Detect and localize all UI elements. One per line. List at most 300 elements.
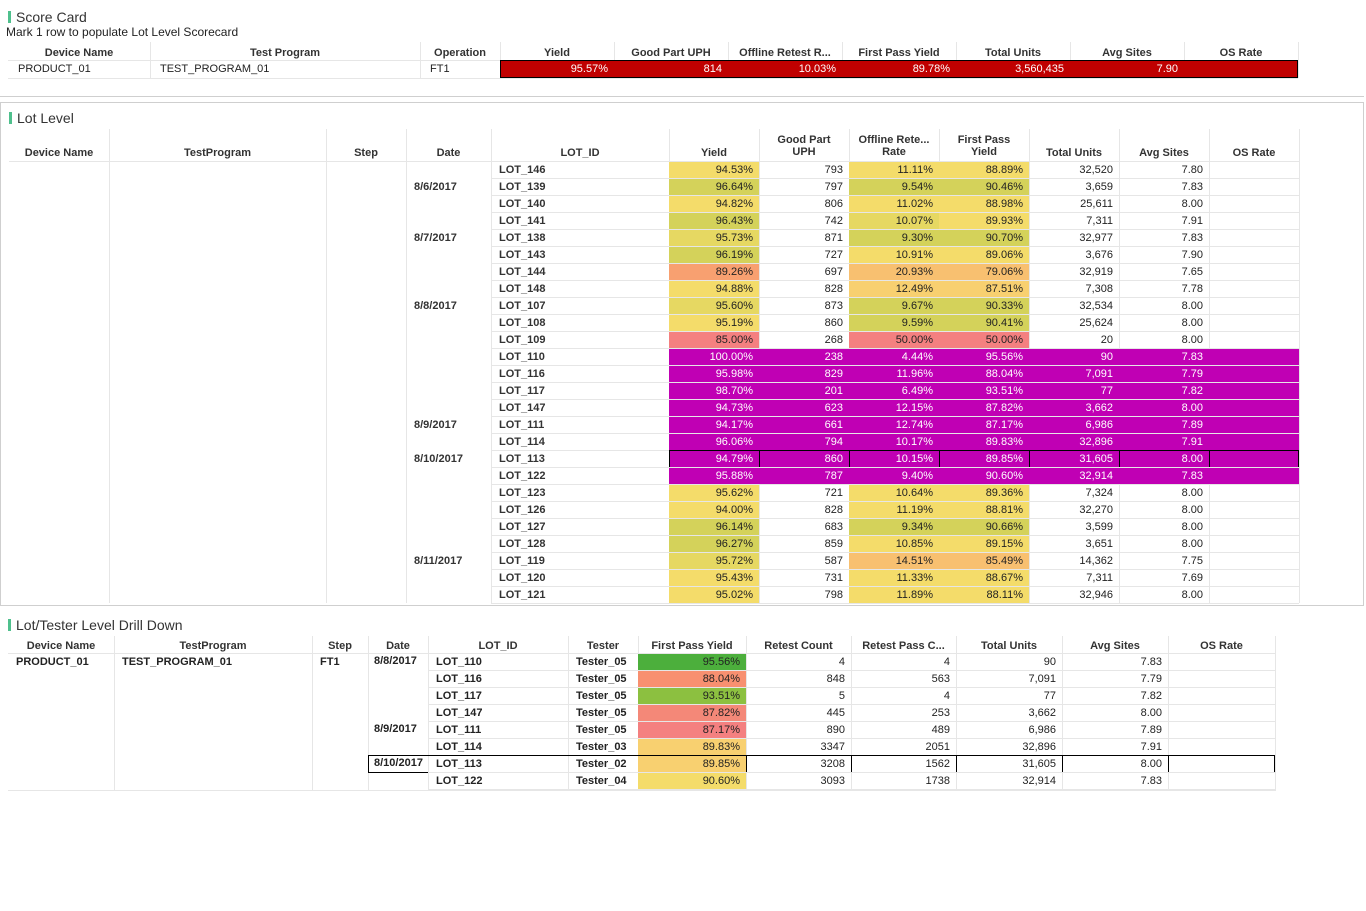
lot-sites-cell[interactable]: 8.00 bbox=[1181, 198, 1203, 210]
lot-uph-cell[interactable]: 860 bbox=[759, 451, 849, 467]
lotlevel-header-yield[interactable]: Yield bbox=[701, 147, 727, 159]
lot-uph-cell[interactable]: 731 bbox=[824, 572, 843, 584]
lot-sites-cell[interactable]: 7.89 bbox=[1119, 417, 1209, 433]
lot-yield-cell[interactable]: 95.43% bbox=[669, 570, 759, 586]
lot-os-rate-cell[interactable] bbox=[1209, 468, 1299, 484]
lot-id-cell[interactable]: LOT_119 bbox=[499, 555, 545, 567]
retest-count-cell[interactable]: 3093 bbox=[820, 775, 845, 787]
lot-sites-cell[interactable]: 8.00 bbox=[1181, 334, 1203, 346]
drill-header-device-name[interactable]: Device Name bbox=[26, 640, 96, 652]
lot-fpy-cell[interactable]: 88.98% bbox=[939, 196, 1029, 212]
lot-yield-cell[interactable]: 96.06% bbox=[669, 434, 759, 450]
avg-sites-cell[interactable]: 8.00 bbox=[1140, 758, 1162, 770]
lotlevel-header-os-rate[interactable]: OS Rate bbox=[1232, 147, 1276, 159]
lot-id-cell[interactable]: LOT_143 bbox=[499, 249, 546, 261]
lot-fpy-cell[interactable]: 88.89% bbox=[939, 162, 1029, 178]
tester-cell[interactable]: Tester_05 bbox=[576, 673, 627, 685]
avg-sites-cell[interactable]: 7.79 bbox=[1140, 673, 1162, 685]
lot-id-cell[interactable]: LOT_108 bbox=[499, 317, 546, 329]
lot-sites-cell[interactable]: 8.00 bbox=[1181, 317, 1203, 329]
lot-fpy-cell[interactable]: 88.11% bbox=[939, 587, 1029, 603]
lot-total-cell[interactable]: 32,977 bbox=[1079, 232, 1113, 244]
date-cell[interactable]: 8/9/2017 bbox=[414, 419, 457, 431]
lot-offline-cell[interactable]: 10.91% bbox=[849, 247, 939, 263]
lot-sites-cell[interactable]: 7.83 bbox=[1119, 349, 1209, 365]
lotlevel-header-avg-sites[interactable]: Avg Sites bbox=[1139, 147, 1189, 159]
lot-fpy-cell[interactable]: 90.46% bbox=[939, 179, 1029, 195]
fpy-cell[interactable]: 89.85% bbox=[638, 756, 746, 772]
lot-os-rate-cell[interactable] bbox=[1209, 383, 1299, 399]
avg-sites-cell[interactable]: 7.82 bbox=[1140, 690, 1162, 702]
lot-yield-cell[interactable]: 94.00% bbox=[669, 502, 759, 518]
lot-yield-cell[interactable]: 95.73% bbox=[669, 230, 759, 246]
tester-cell[interactable]: Tester_05 bbox=[576, 690, 627, 702]
lotlevel-header-lot-id[interactable]: LOT_ID bbox=[560, 147, 600, 159]
lot-fpy-cell[interactable]: 90.41% bbox=[939, 315, 1029, 331]
tester-cell[interactable]: Tester_05 bbox=[576, 707, 627, 719]
retest-pass-cell[interactable]: 2051 bbox=[925, 741, 950, 753]
scorecard-header-yield[interactable]: Yield bbox=[544, 47, 570, 59]
scorecard-header-good-part-uph[interactable]: Good Part UPH bbox=[631, 47, 711, 59]
lot-total-cell[interactable]: 3,676 bbox=[1085, 249, 1113, 261]
lot-sites-cell[interactable]: 8.00 bbox=[1119, 451, 1209, 467]
lot-sites-cell[interactable]: 8.00 bbox=[1181, 589, 1203, 601]
lot-sites-cell[interactable]: 7.69 bbox=[1181, 572, 1203, 584]
total-units-cell[interactable]: 3,662 bbox=[1028, 707, 1056, 719]
lot-fpy-cell[interactable]: 88.81% bbox=[939, 502, 1029, 518]
lot-fpy-cell[interactable]: 88.04% bbox=[939, 366, 1029, 382]
date-cell[interactable]: 8/10/2017 bbox=[414, 453, 463, 465]
date-cell[interactable]: 8/11/2017 bbox=[414, 555, 463, 567]
lot-fpy-cell[interactable]: 87.51% bbox=[939, 281, 1029, 297]
lot-sites-cell[interactable]: 7.83 bbox=[1181, 232, 1203, 244]
lot-fpy-cell[interactable]: 90.60% bbox=[939, 468, 1029, 484]
lot-uph-cell[interactable]: 806 bbox=[824, 198, 843, 210]
retest-count-cell[interactable]: 4 bbox=[838, 656, 845, 668]
lot-yield-cell[interactable]: 96.27% bbox=[669, 536, 759, 552]
retest-count-cell[interactable]: 3347 bbox=[820, 741, 845, 753]
scorecard-cell-total-units[interactable]: 3,560,435 bbox=[956, 61, 1070, 77]
lotlevel-header-test-program[interactable]: TestProgram bbox=[183, 147, 252, 159]
lot-uph-cell[interactable]: 587 bbox=[824, 555, 843, 567]
lot-total-cell[interactable]: 3,599 bbox=[1085, 521, 1113, 533]
lot-offline-cell[interactable]: 11.11% bbox=[849, 162, 939, 178]
lot-fpy-cell[interactable]: 89.85% bbox=[939, 451, 1029, 467]
lot-sites-cell[interactable]: 7.91 bbox=[1119, 434, 1209, 450]
lot-sites-cell[interactable]: 7.83 bbox=[1119, 468, 1209, 484]
lot-offline-cell[interactable]: 9.40% bbox=[849, 468, 939, 484]
lot-sites-cell[interactable]: 7.82 bbox=[1119, 383, 1209, 399]
lot-offline-cell[interactable]: 12.74% bbox=[849, 417, 939, 433]
avg-sites-cell[interactable]: 8.00 bbox=[1140, 707, 1162, 719]
lot-id-cell[interactable]: LOT_121 bbox=[499, 589, 546, 601]
lot-yield-cell[interactable]: 100.00% bbox=[669, 349, 759, 365]
lot-id-cell[interactable]: LOT_113 bbox=[499, 453, 545, 465]
lot-id-cell[interactable]: LOT_144 bbox=[499, 266, 546, 278]
lot-uph-cell[interactable]: 828 bbox=[824, 504, 843, 516]
lotlevel-header-offline-retest-rate[interactable]: Offline Rete... Rate bbox=[858, 134, 930, 158]
retest-pass-cell[interactable]: 489 bbox=[931, 724, 950, 736]
lot-fpy-cell[interactable]: 88.67% bbox=[939, 570, 1029, 586]
lot-id-cell[interactable]: LOT_148 bbox=[499, 283, 546, 295]
lot-total-cell[interactable]: 32,896 bbox=[1029, 434, 1119, 450]
lot-uph-cell[interactable]: 742 bbox=[824, 215, 843, 227]
lot-id-cell[interactable]: LOT_123 bbox=[499, 487, 546, 499]
total-units-cell[interactable]: 6,986 bbox=[1028, 724, 1056, 736]
lot-offline-cell[interactable]: 12.15% bbox=[849, 400, 939, 416]
fpy-cell[interactable]: 87.82% bbox=[638, 705, 746, 721]
lot-fpy-cell[interactable]: 89.15% bbox=[939, 536, 1029, 552]
lot-total-cell[interactable]: 32,534 bbox=[1079, 300, 1113, 312]
lot-id-cell[interactable]: LOT_141 bbox=[499, 215, 546, 227]
lot-offline-cell[interactable]: 9.34% bbox=[849, 519, 939, 535]
lot-total-cell[interactable]: 14,362 bbox=[1079, 555, 1113, 567]
fpy-cell[interactable]: 88.04% bbox=[638, 671, 746, 687]
lot-total-cell[interactable]: 3,662 bbox=[1029, 400, 1119, 416]
lot-fpy-cell[interactable]: 90.70% bbox=[939, 230, 1029, 246]
lot-os-rate-cell[interactable] bbox=[1209, 434, 1299, 450]
lot-offline-cell[interactable]: 10.64% bbox=[849, 485, 939, 501]
lot-uph-cell[interactable]: 238 bbox=[759, 349, 849, 365]
scorecard-cell-operation[interactable]: FT1 bbox=[430, 63, 450, 75]
lot-yield-cell[interactable]: 98.70% bbox=[669, 383, 759, 399]
lot-total-cell[interactable]: 6,986 bbox=[1029, 417, 1119, 433]
total-units-cell[interactable]: 77 bbox=[1043, 690, 1056, 702]
lotlevel-header-device-name[interactable]: Device Name bbox=[24, 147, 94, 159]
drill-header-first-pass-yield[interactable]: First Pass Yield bbox=[651, 640, 733, 652]
fpy-cell[interactable]: 95.56% bbox=[638, 654, 746, 670]
scorecard-cell-os-rate[interactable] bbox=[1184, 61, 1298, 77]
fpy-cell[interactable]: 90.60% bbox=[638, 773, 746, 789]
scorecard-header-offline-retest-rate[interactable]: Offline Retest R... bbox=[739, 47, 831, 59]
avg-sites-cell[interactable]: 7.91 bbox=[1140, 741, 1162, 753]
drill-header-total-units[interactable]: Total Units bbox=[980, 640, 1037, 652]
retest-pass-cell[interactable]: 563 bbox=[931, 673, 950, 685]
fpy-cell[interactable]: 89.83% bbox=[638, 739, 746, 755]
lot-os-rate-cell[interactable] bbox=[1209, 366, 1299, 382]
lotlevel-header-good-part-uph[interactable]: Good Part UPH bbox=[777, 134, 831, 158]
date-cell[interactable]: 8/6/2017 bbox=[414, 181, 457, 193]
retest-pass-cell[interactable]: 4 bbox=[943, 690, 950, 702]
lot-total-cell[interactable]: 32,914 bbox=[1029, 468, 1119, 484]
lot-id-cell[interactable]: LOT_114 bbox=[499, 436, 545, 448]
lotlevel-header-total-units[interactable]: Total Units bbox=[1045, 147, 1102, 159]
lot-uph-cell[interactable]: 661 bbox=[759, 417, 849, 433]
lot-sites-cell[interactable]: 8.00 bbox=[1181, 538, 1203, 550]
scorecard-cell-test-program[interactable]: TEST_PROGRAM_01 bbox=[160, 63, 270, 75]
lot-yield-cell[interactable]: 95.60% bbox=[669, 298, 759, 314]
avg-sites-cell[interactable]: 7.89 bbox=[1140, 724, 1162, 736]
retest-pass-cell[interactable]: 1738 bbox=[925, 775, 950, 787]
scorecard-header-avg-sites[interactable]: Avg Sites bbox=[1102, 47, 1152, 59]
retest-count-cell[interactable]: 3208 bbox=[820, 758, 845, 770]
drill-header-os-rate[interactable]: OS Rate bbox=[1200, 640, 1243, 652]
lot-id-cell[interactable]: LOT_110 bbox=[436, 656, 482, 668]
lot-id-cell[interactable]: LOT_117 bbox=[436, 690, 482, 702]
lot-yield-cell[interactable]: 94.17% bbox=[669, 417, 759, 433]
scorecard-cell-yield[interactable]: 95.57% bbox=[500, 61, 614, 77]
lot-yield-cell[interactable]: 96.14% bbox=[669, 519, 759, 535]
lot-fpy-cell[interactable]: 85.49% bbox=[939, 553, 1029, 569]
total-units-cell[interactable]: 32,896 bbox=[1022, 741, 1056, 753]
lot-yield-cell[interactable]: 94.79% bbox=[669, 451, 759, 467]
test-program-cell[interactable]: TEST_PROGRAM_01 bbox=[122, 656, 233, 668]
lot-uph-cell[interactable]: 829 bbox=[759, 366, 849, 382]
lot-offline-cell[interactable]: 9.59% bbox=[849, 315, 939, 331]
retest-pass-cell[interactable]: 1562 bbox=[925, 758, 950, 770]
lot-offline-cell[interactable]: 50.00% bbox=[849, 332, 939, 348]
lot-yield-cell[interactable]: 96.19% bbox=[669, 247, 759, 263]
lot-id-cell[interactable]: LOT_111 bbox=[436, 724, 482, 736]
lot-id-cell[interactable]: LOT_107 bbox=[499, 300, 546, 312]
total-units-cell[interactable]: 90 bbox=[1043, 656, 1056, 668]
lot-id-cell[interactable]: LOT_116 bbox=[499, 368, 545, 380]
scorecard-header-operation[interactable]: Operation bbox=[434, 47, 486, 59]
lot-id-cell[interactable]: LOT_128 bbox=[499, 538, 546, 550]
drill-header-date[interactable]: Date bbox=[386, 640, 410, 652]
lot-uph-cell[interactable]: 871 bbox=[824, 232, 843, 244]
drill-header-lot-id[interactable]: LOT_ID bbox=[478, 640, 518, 652]
lot-fpy-cell[interactable]: 89.83% bbox=[939, 434, 1029, 450]
lot-total-cell[interactable]: 32,520 bbox=[1079, 164, 1113, 176]
lot-sites-cell[interactable]: 8.00 bbox=[1181, 487, 1203, 499]
lot-sites-cell[interactable]: 7.79 bbox=[1119, 366, 1209, 382]
lot-total-cell[interactable]: 32,946 bbox=[1079, 589, 1113, 601]
lot-yield-cell[interactable]: 96.64% bbox=[669, 179, 759, 195]
lot-offline-cell[interactable]: 10.15% bbox=[849, 451, 939, 467]
lot-yield-cell[interactable]: 94.53% bbox=[669, 162, 759, 178]
date-cell[interactable]: 8/7/2017 bbox=[414, 232, 457, 244]
lot-id-cell[interactable]: LOT_126 bbox=[499, 504, 546, 516]
total-units-cell[interactable]: 32,914 bbox=[1022, 775, 1056, 787]
tester-cell[interactable]: Tester_05 bbox=[576, 724, 627, 736]
avg-sites-cell[interactable]: 7.83 bbox=[1140, 775, 1162, 787]
lot-fpy-cell[interactable]: 93.51% bbox=[939, 383, 1029, 399]
lot-uph-cell[interactable]: 859 bbox=[824, 538, 843, 550]
lot-uph-cell[interactable]: 727 bbox=[824, 249, 843, 261]
lot-id-cell[interactable]: LOT_113 bbox=[436, 758, 482, 770]
lot-id-cell[interactable]: LOT_116 bbox=[436, 673, 482, 685]
drill-header-step[interactable]: Step bbox=[328, 640, 352, 652]
scorecard-header-first-pass-yield[interactable]: First Pass Yield bbox=[858, 47, 940, 59]
lot-id-cell[interactable]: LOT_147 bbox=[436, 707, 483, 719]
lot-uph-cell[interactable]: 873 bbox=[824, 300, 843, 312]
lotlevel-header-date[interactable]: Date bbox=[436, 147, 461, 159]
lot-offline-cell[interactable]: 11.89% bbox=[849, 587, 939, 603]
lot-offline-cell[interactable]: 11.33% bbox=[849, 570, 939, 586]
lot-sites-cell[interactable]: 8.00 bbox=[1181, 504, 1203, 516]
lot-sites-cell[interactable]: 7.91 bbox=[1181, 215, 1203, 227]
drill-header-retest-count[interactable]: Retest Count bbox=[764, 640, 833, 652]
lot-offline-cell[interactable]: 4.44% bbox=[849, 349, 939, 365]
lot-id-cell[interactable]: LOT_127 bbox=[499, 521, 546, 533]
lot-id-cell[interactable]: LOT_122 bbox=[499, 470, 546, 482]
lot-yield-cell[interactable]: 94.73% bbox=[669, 400, 759, 416]
lot-fpy-cell[interactable]: 87.82% bbox=[939, 400, 1029, 416]
scorecard-cell-avg-sites[interactable]: 7.90 bbox=[1070, 61, 1184, 77]
lot-sites-cell[interactable]: 7.83 bbox=[1181, 181, 1203, 193]
retest-count-cell[interactable]: 5 bbox=[838, 690, 845, 702]
lot-os-rate-cell[interactable] bbox=[1209, 349, 1299, 365]
lot-offline-cell[interactable]: 20.93% bbox=[849, 264, 939, 280]
scorecard-cell-first-pass-yield[interactable]: 89.78% bbox=[842, 61, 956, 77]
scorecard-cell-device-name[interactable]: PRODUCT_01 bbox=[18, 63, 91, 75]
lot-fpy-cell[interactable]: 79.06% bbox=[939, 264, 1029, 280]
lot-yield-cell[interactable]: 95.88% bbox=[669, 468, 759, 484]
lot-yield-cell[interactable]: 95.62% bbox=[669, 485, 759, 501]
lot-uph-cell[interactable]: 268 bbox=[824, 334, 843, 346]
lot-fpy-cell[interactable]: 95.56% bbox=[939, 349, 1029, 365]
total-units-cell[interactable]: 7,091 bbox=[1028, 673, 1056, 685]
lot-os-rate-cell[interactable] bbox=[1209, 451, 1299, 467]
lot-id-cell[interactable]: LOT_122 bbox=[436, 775, 483, 787]
lot-sites-cell[interactable]: 7.80 bbox=[1181, 164, 1203, 176]
date-cell[interactable]: 8/10/2017 bbox=[374, 757, 423, 769]
tester-cell[interactable]: Tester_02 bbox=[576, 758, 627, 770]
lot-fpy-cell[interactable]: 90.66% bbox=[939, 519, 1029, 535]
lot-id-cell[interactable]: LOT_139 bbox=[499, 181, 546, 193]
lotlevel-header-step[interactable]: Step bbox=[354, 147, 378, 159]
lot-yield-cell[interactable]: 96.43% bbox=[669, 213, 759, 229]
drill-header-retest-pass-count[interactable]: Retest Pass C... bbox=[862, 640, 945, 652]
scorecard-cell-offline-retest-rate[interactable]: 10.03% bbox=[728, 61, 842, 77]
date-cell[interactable]: 8/8/2017 bbox=[414, 300, 457, 312]
lot-os-rate-cell[interactable] bbox=[1209, 417, 1299, 433]
step-cell[interactable]: FT1 bbox=[320, 656, 340, 668]
lot-total-cell[interactable]: 3,651 bbox=[1085, 538, 1113, 550]
retest-pass-cell[interactable]: 253 bbox=[931, 707, 950, 719]
lotlevel-header-first-pass-yield[interactable]: First Pass Yield bbox=[957, 134, 1011, 158]
retest-count-cell[interactable]: 445 bbox=[826, 707, 845, 719]
tester-cell[interactable]: Tester_03 bbox=[576, 741, 627, 753]
lot-offline-cell[interactable]: 10.17% bbox=[849, 434, 939, 450]
scorecard-header-os-rate[interactable]: OS Rate bbox=[1219, 47, 1263, 59]
lot-yield-cell[interactable]: 95.02% bbox=[669, 587, 759, 603]
lot-uph-cell[interactable]: 721 bbox=[824, 487, 843, 499]
lot-total-cell[interactable]: 31,605 bbox=[1029, 451, 1119, 467]
lot-fpy-cell[interactable]: 89.06% bbox=[939, 247, 1029, 263]
total-units-cell[interactable]: 31,605 bbox=[1022, 758, 1056, 770]
lot-uph-cell[interactable]: 797 bbox=[824, 181, 843, 193]
lot-uph-cell[interactable]: 683 bbox=[824, 521, 843, 533]
lot-fpy-cell[interactable]: 89.36% bbox=[939, 485, 1029, 501]
lot-uph-cell[interactable]: 787 bbox=[759, 468, 849, 484]
drill-header-tester[interactable]: Tester bbox=[586, 640, 620, 652]
lot-id-cell[interactable]: LOT_146 bbox=[499, 164, 546, 176]
lot-sites-cell[interactable]: 7.78 bbox=[1181, 283, 1203, 295]
lot-offline-cell[interactable]: 11.96% bbox=[849, 366, 939, 382]
lot-total-cell[interactable]: 7,091 bbox=[1029, 366, 1119, 382]
lot-os-rate-cell[interactable] bbox=[1209, 400, 1299, 416]
lot-uph-cell[interactable]: 623 bbox=[759, 400, 849, 416]
lot-id-cell[interactable]: LOT_109 bbox=[499, 334, 546, 346]
lot-uph-cell[interactable]: 794 bbox=[759, 434, 849, 450]
lot-fpy-cell[interactable]: 90.33% bbox=[939, 298, 1029, 314]
lot-total-cell[interactable]: 7,311 bbox=[1086, 215, 1113, 227]
lot-yield-cell[interactable]: 95.19% bbox=[669, 315, 759, 331]
lot-id-cell[interactable]: LOT_147 bbox=[499, 402, 546, 414]
lot-fpy-cell[interactable]: 87.17% bbox=[939, 417, 1029, 433]
scorecard-header-test-program[interactable]: Test Program bbox=[249, 47, 321, 59]
scorecard-cell-good-part-uph[interactable]: 814 bbox=[614, 61, 728, 77]
lot-total-cell[interactable]: 7,324 bbox=[1085, 487, 1113, 499]
lot-fpy-cell[interactable]: 50.00% bbox=[939, 332, 1029, 348]
fpy-cell[interactable]: 87.17% bbox=[638, 722, 746, 738]
lot-uph-cell[interactable]: 798 bbox=[824, 589, 843, 601]
tester-cell[interactable]: Tester_05 bbox=[576, 656, 627, 668]
lot-offline-cell[interactable]: 9.30% bbox=[849, 230, 939, 246]
lot-uph-cell[interactable]: 828 bbox=[824, 283, 843, 295]
lot-offline-cell[interactable]: 11.02% bbox=[849, 196, 939, 212]
drill-header-test-program[interactable]: TestProgram bbox=[179, 640, 247, 652]
tester-cell[interactable]: Tester_04 bbox=[576, 775, 627, 787]
lot-total-cell[interactable]: 3,659 bbox=[1085, 181, 1113, 193]
lot-offline-cell[interactable]: 11.19% bbox=[849, 502, 939, 518]
lot-offline-cell[interactable]: 14.51% bbox=[849, 553, 939, 569]
retest-count-cell[interactable]: 848 bbox=[826, 673, 845, 685]
lot-total-cell[interactable]: 32,270 bbox=[1079, 504, 1113, 516]
lot-total-cell[interactable]: 32,919 bbox=[1079, 266, 1113, 278]
lot-offline-cell[interactable]: 10.85% bbox=[849, 536, 939, 552]
lot-offline-cell[interactable]: 12.49% bbox=[849, 281, 939, 297]
avg-sites-cell[interactable]: 7.83 bbox=[1140, 656, 1162, 668]
lot-id-cell[interactable]: LOT_138 bbox=[499, 232, 546, 244]
lot-total-cell[interactable]: 25,624 bbox=[1079, 317, 1113, 329]
lot-offline-cell[interactable]: 6.49% bbox=[849, 383, 939, 399]
retest-count-cell[interactable]: 890 bbox=[826, 724, 845, 736]
lot-sites-cell[interactable]: 8.00 bbox=[1119, 400, 1209, 416]
lot-sites-cell[interactable]: 7.65 bbox=[1181, 266, 1203, 278]
lot-total-cell[interactable]: 25,611 bbox=[1080, 198, 1113, 210]
lot-id-cell[interactable]: LOT_110 bbox=[499, 351, 545, 363]
lot-id-cell[interactable]: LOT_117 bbox=[499, 385, 545, 397]
lot-offline-cell[interactable]: 10.07% bbox=[849, 213, 939, 229]
lot-total-cell[interactable]: 90 bbox=[1029, 349, 1119, 365]
lot-yield-cell[interactable]: 85.00% bbox=[669, 332, 759, 348]
lot-fpy-cell[interactable]: 89.93% bbox=[939, 213, 1029, 229]
lot-yield-cell[interactable]: 95.72% bbox=[669, 553, 759, 569]
device-name-cell[interactable]: PRODUCT_01 bbox=[16, 656, 89, 668]
lot-yield-cell[interactable]: 94.82% bbox=[669, 196, 759, 212]
lot-id-cell[interactable]: LOT_120 bbox=[499, 572, 546, 584]
lot-yield-cell[interactable]: 94.88% bbox=[669, 281, 759, 297]
lot-total-cell[interactable]: 7,311 bbox=[1086, 572, 1113, 584]
drill-header-avg-sites[interactable]: Avg Sites bbox=[1090, 640, 1140, 652]
lot-uph-cell[interactable]: 201 bbox=[759, 383, 849, 399]
fpy-cell[interactable]: 93.51% bbox=[638, 688, 746, 704]
scorecard-header-device-name[interactable]: Device Name bbox=[44, 47, 114, 59]
lot-yield-cell[interactable]: 95.98% bbox=[669, 366, 759, 382]
scorecard-header-total-units[interactable]: Total Units bbox=[984, 47, 1041, 59]
lot-id-cell[interactable]: LOT_140 bbox=[499, 198, 546, 210]
lot-offline-cell[interactable]: 9.54% bbox=[849, 179, 939, 195]
lot-sites-cell[interactable]: 8.00 bbox=[1181, 300, 1203, 312]
lot-sites-cell[interactable]: 7.90 bbox=[1181, 249, 1203, 261]
retest-pass-cell[interactable]: 4 bbox=[943, 656, 950, 668]
lot-uph-cell[interactable]: 793 bbox=[824, 164, 843, 176]
lot-sites-cell[interactable]: 7.75 bbox=[1181, 555, 1203, 567]
date-cell[interactable]: 8/9/2017 bbox=[374, 723, 417, 735]
lot-total-cell[interactable]: 7,308 bbox=[1085, 283, 1113, 295]
lot-sites-cell[interactable]: 8.00 bbox=[1181, 521, 1203, 533]
lot-id-cell[interactable]: LOT_111 bbox=[499, 419, 545, 431]
lot-uph-cell[interactable]: 697 bbox=[824, 266, 843, 278]
lot-offline-cell[interactable]: 9.67% bbox=[849, 298, 939, 314]
lot-id-cell[interactable]: LOT_114 bbox=[436, 741, 482, 753]
lot-uph-cell[interactable]: 860 bbox=[824, 317, 843, 329]
lot-total-cell[interactable]: 20 bbox=[1100, 334, 1113, 346]
lot-total-cell[interactable]: 77 bbox=[1029, 383, 1119, 399]
